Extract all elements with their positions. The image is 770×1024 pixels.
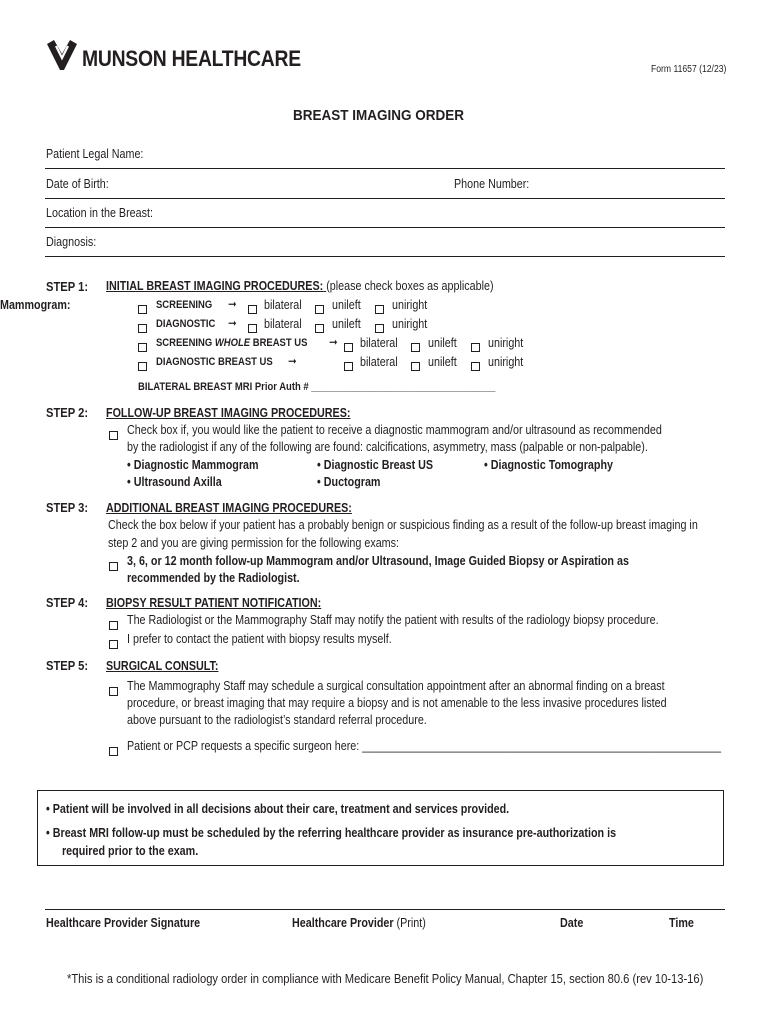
diag-us-uniright-checkbox[interactable]: [471, 362, 480, 371]
item-ultrasound-axilla: • Ultrasound Axilla: [127, 475, 222, 489]
screening-checkbox[interactable]: [138, 305, 147, 314]
bilateral-label: bilateral: [264, 298, 302, 312]
page-title: BREAST IMAGING ORDER: [293, 107, 465, 124]
screening-whole-us-label: SCREENING WHOLE BREAST US: [156, 337, 308, 349]
patient-name-label: Patient Legal Name:: [46, 147, 144, 161]
arrow-icon: ➞: [288, 354, 297, 368]
screening-unileft-checkbox[interactable]: [315, 305, 324, 314]
step2-heading: FOLLOW-UP BREAST IMAGING PROCEDURES:: [106, 406, 351, 420]
step4-heading: BIOPSY RESULT PATIENT NOTIFICATION:: [106, 596, 322, 610]
bilateral-label: bilateral: [360, 355, 398, 369]
location-label: Location in the Breast:: [46, 206, 153, 220]
footer-note: *This is a conditional radiology order in compliance with Medicare Benefit Policy Manual, Chapter 15, section 80.6 (rev 10-13-16): [67, 971, 704, 986]
screening-bilateral-checkbox[interactable]: [248, 305, 257, 314]
unileft-label: unileft: [428, 336, 457, 350]
radiologist-notify-checkbox[interactable]: [109, 621, 118, 630]
dob-phone-field[interactable]: [45, 198, 725, 199]
diag-us-bilateral-checkbox[interactable]: [344, 362, 353, 371]
signature-label: Healthcare Provider Signature: [46, 916, 201, 930]
provider-print-label: Healthcare Provider (Print): [292, 916, 426, 930]
diagnosis-label: Diagnosis:: [46, 235, 97, 249]
step4-label: STEP 4:: [46, 595, 89, 610]
time-label: Time: [669, 916, 694, 930]
notice-bullet1: • Patient will be involved in all decisions about their care, treatment and services provided.: [46, 802, 510, 816]
notice-bullet2a: • Breast MRI follow-up must be scheduled by the referring healthcare provider as insurance pre-authorization is: [46, 826, 617, 840]
step3-option-line1: 3, 6, or 12 month follow-up Mammogram and/or Ultrasound, Image Guided Biopsy or Aspiration as: [127, 554, 629, 568]
step2-line1: Check box if, you would like the patient to receive a diagnostic mammogram and/or ultrasound as recommended: [127, 423, 662, 437]
munson-logo: [44, 38, 80, 72]
unileft-label: unileft: [428, 355, 457, 369]
step3-option-line2: recommended by the Radiologist.: [127, 571, 300, 585]
form-number: Form 11657 (12/23): [651, 64, 727, 75]
phone-label: Phone Number:: [454, 177, 530, 191]
followup-checkbox[interactable]: [109, 431, 118, 440]
uniright-label: uniright: [488, 355, 524, 369]
bilateral-label: bilateral: [264, 317, 302, 331]
step3-heading: ADDITIONAL BREAST IMAGING PROCEDURES:: [106, 501, 352, 515]
diagnostic-unileft-checkbox[interactable]: [315, 324, 324, 333]
diagnostic-label: DIAGNOSTIC: [156, 318, 216, 330]
diag-us-unileft-checkbox[interactable]: [411, 362, 420, 371]
diagnostic-us-checkbox[interactable]: [138, 362, 147, 371]
date-label: Date: [560, 916, 584, 930]
step3-label: STEP 3:: [46, 500, 89, 515]
location-field[interactable]: [45, 227, 725, 228]
notice-bullet2b: required prior to the exam.: [62, 844, 199, 858]
mammogram-label: Mammogram:: [0, 298, 71, 312]
patient-name-field[interactable]: [45, 168, 725, 169]
item-diagnostic-breast-us: • Diagnostic Breast US: [317, 458, 434, 472]
diagnosis-field[interactable]: [45, 256, 725, 257]
unileft-label: unileft: [332, 298, 361, 312]
step1-note: (please check boxes as applicable): [326, 279, 494, 293]
bilateral-label: bilateral: [360, 336, 398, 350]
step5-line2: procedure, or breast imaging that may require a biopsy and is not amenable to the less invasive procedures listed: [127, 696, 667, 710]
step4-option1: The Radiologist or the Mammography Staff may notify the patient with results of the radiology biopsy procedure.: [127, 613, 659, 627]
additional-procedures-checkbox[interactable]: [109, 562, 118, 571]
brand-name: MUNSON HEALTHCARE: [82, 46, 301, 71]
uniright-label: uniright: [392, 317, 428, 331]
step5-label: STEP 5:: [46, 658, 89, 673]
arrow-icon: ➞: [329, 335, 338, 349]
specific-surgeon-checkbox[interactable]: [109, 747, 118, 756]
screening-whole-us-checkbox[interactable]: [138, 343, 147, 352]
uniright-label: uniright: [392, 298, 428, 312]
self-notify-checkbox[interactable]: [109, 640, 118, 649]
step1-label: STEP 1:: [46, 279, 89, 294]
mri-prior-auth-field[interactable]: BILATERAL BREAST MRI Prior Auth # ___________________________________: [138, 381, 496, 393]
screening-uniright-checkbox[interactable]: [375, 305, 384, 314]
specific-surgeon-field[interactable]: Patient or PCP requests a specific surgeon here: ____________________________________________________________: [127, 739, 721, 753]
step5-line1: The Mammography Staff may schedule a surgical consultation appointment after an abnormal finding on a breast: [127, 679, 665, 693]
munson-logo-icon: [44, 38, 80, 72]
arrow-icon: ➞: [228, 297, 237, 311]
item-diagnostic-mammogram: • Diagnostic Mammogram: [127, 458, 259, 472]
diagnostic-uniright-checkbox[interactable]: [375, 324, 384, 333]
item-diagnostic-tomography: • Diagnostic Tomography: [484, 458, 613, 472]
arrow-icon: ➞: [228, 316, 237, 330]
diagnostic-us-label: DIAGNOSTIC BREAST US: [156, 356, 273, 368]
signature-line[interactable]: [45, 909, 725, 910]
surgical-consult-checkbox[interactable]: [109, 687, 118, 696]
item-ductogram: • Ductogram: [317, 475, 381, 489]
step1-heading: INITIAL BREAST IMAGING PROCEDURES: (please check boxes as applicable): [106, 279, 494, 293]
whole-us-unileft-checkbox[interactable]: [411, 343, 420, 352]
step3-line1: Check the box below if your patient has a probably benign or suspicious finding as a result of the follow-up breast imaging in: [108, 518, 698, 532]
uniright-label: uniright: [488, 336, 524, 350]
step2-line2: by the radiologist if any of the following are found: calcifications, asymmetry, mass (palpable or non-palpable).: [127, 440, 648, 454]
step3-line2: step 2 and you are giving permission for the following exams:: [108, 536, 400, 550]
step5-line3: above pursuant to the radiologist’s standard referral procedure.: [127, 713, 427, 727]
screening-label: SCREENING: [156, 299, 213, 311]
dob-label: Date of Birth:: [46, 177, 109, 191]
diagnostic-bilateral-checkbox[interactable]: [248, 324, 257, 333]
step5-heading: SURGICAL CONSULT:: [106, 659, 219, 673]
step2-label: STEP 2:: [46, 405, 89, 420]
diagnostic-checkbox[interactable]: [138, 324, 147, 333]
step4-option2: I prefer to contact the patient with biopsy results myself.: [127, 632, 392, 646]
unileft-label: unileft: [332, 317, 361, 331]
whole-us-bilateral-checkbox[interactable]: [344, 343, 353, 352]
whole-us-uniright-checkbox[interactable]: [471, 343, 480, 352]
